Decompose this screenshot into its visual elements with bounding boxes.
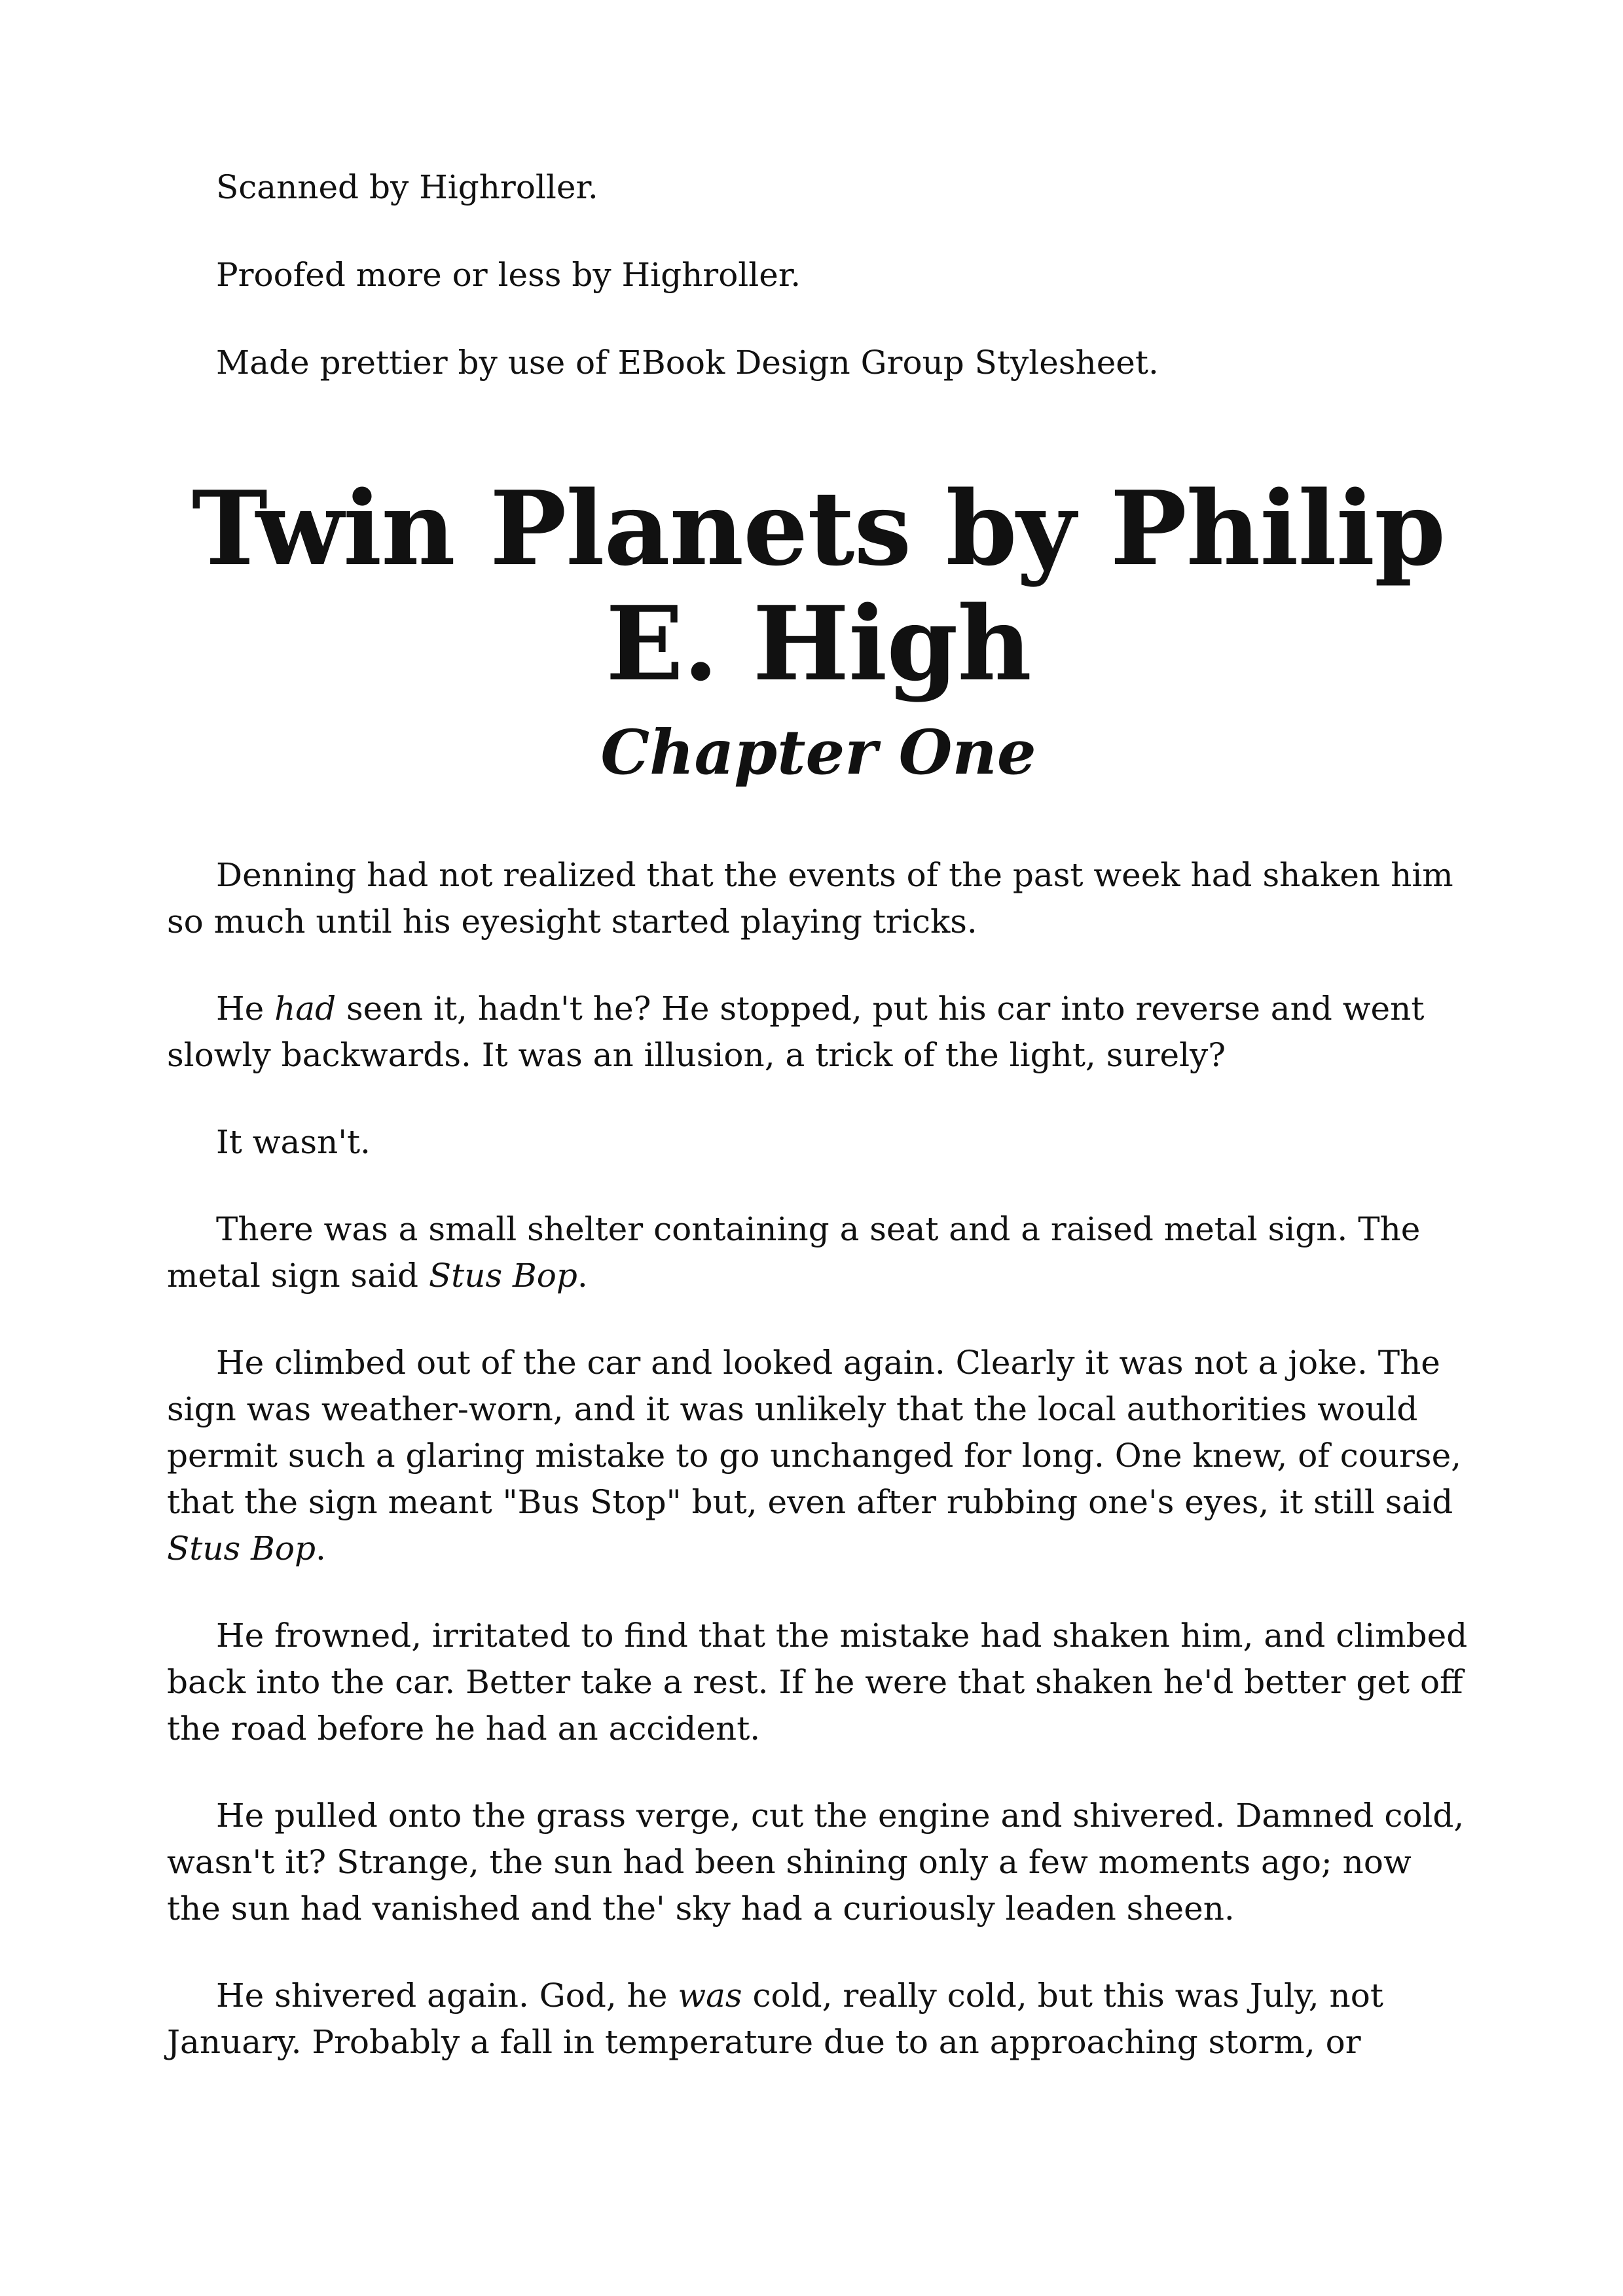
paragraph-text: He frowned, irritated to find that the mistake had shaken him, and climbed back into the car. Better take a rest. If he were that shaken he'd better get off the road before he had an accident. [167, 1617, 1468, 1748]
paragraph-text: He climbed out of the car and looked again. Clearly it was not a joke. The sign was weather-worn, and it was unlikely that the local authorities would permit such a glaring mistake to go unchanged for long. One knew, of course, that the sign meant "Bus Stop" but, even after rubbing one's eyes, it still said [167, 1344, 1462, 1521]
paragraph-text: Denning had not realized that the events of the past week had shaken him so much until his eyesight started playing tricks. [167, 856, 1453, 941]
italic-text: was [678, 1977, 742, 2015]
paragraph-text: He [216, 990, 275, 1028]
body-paragraph [167, 1340, 1470, 1572]
credits-block [167, 164, 1470, 386]
body-paragraph [167, 1119, 1470, 1166]
body-paragraph [167, 1613, 1470, 1752]
book-title: Twin Planets by Philip E. High [191, 469, 1446, 704]
body-paragraph [167, 1973, 1470, 2066]
credit-line: Scanned by Highroller. [216, 168, 598, 206]
paragraph-text: There was a small shelter containing a seat and a raised metal sign. The metal sign said [167, 1210, 1421, 1295]
paragraph-text: . [577, 1257, 588, 1295]
body-paragraph [167, 986, 1470, 1079]
credit-line: Made prettier by use of EBook Design Group Stylesheet. [216, 344, 1159, 382]
body-paragraph [167, 1206, 1470, 1299]
body-paragraph [167, 852, 1470, 945]
paragraph-text: seen it, hadn't he? He stopped, put his car into reverse and went slowly backwards. It was an illusion, a trick of the light, surely? [167, 990, 1425, 1074]
document-page [167, 164, 1470, 2106]
paragraph-text: It wasn't. [216, 1123, 371, 1161]
chapter-heading: Chapter One [600, 717, 1036, 789]
paragraph-text: He pulled onto the grass verge, cut the engine and shivered. Damned cold, wasn't it? Strange, the sun had been shining only a few moments ago; now the sun had vanished and the' sky had a curiously leaden sheen. [167, 1797, 1465, 1928]
credit-line: Proofed more or less by Highroller. [216, 256, 801, 294]
paragraph-text: . [315, 1530, 326, 1568]
chapter-body [167, 852, 1470, 2066]
paragraph-text: cold, really cold, but this was July, not January. Probably a fall in temperature due to an approaching storm, or [167, 1977, 1383, 2061]
italic-text: Stus Bop [167, 1530, 316, 1568]
paragraph-text: He shivered again. God, he [216, 1977, 678, 2015]
italic-text: had [274, 990, 337, 1028]
italic-text: Stus Bop [428, 1257, 577, 1295]
body-paragraph [167, 1793, 1470, 1932]
